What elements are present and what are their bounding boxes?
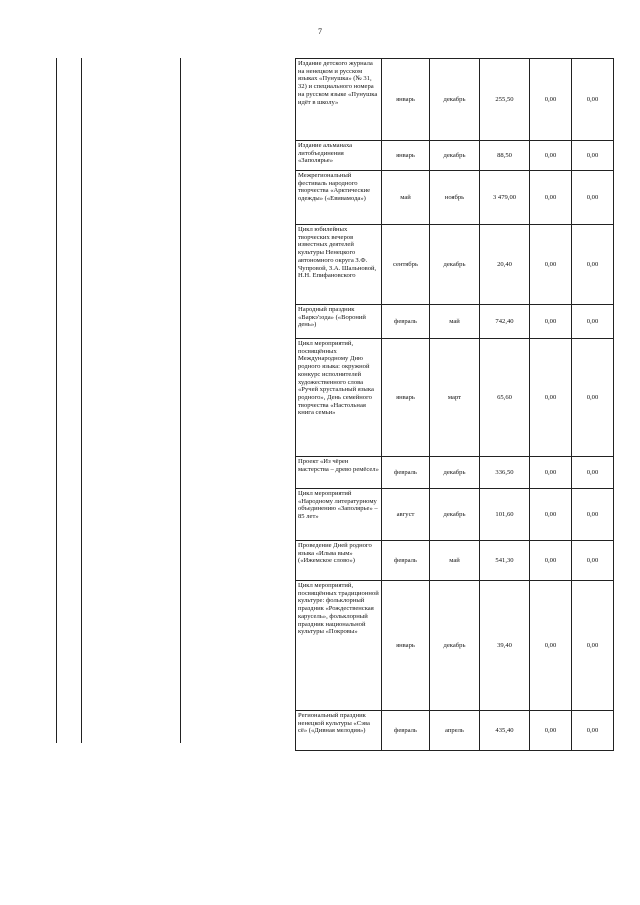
event-name: Региональный праздник ненецкой культуры «Сэва сё» («Дивная мелодия») (296, 711, 382, 751)
funding-amount: 336,50 (480, 457, 530, 489)
funding-value-b: 0,00 (572, 225, 614, 305)
start-month: февраль (382, 457, 430, 489)
start-month: август (382, 489, 430, 541)
event-name: Издание альманаха литобъединения «Заполярье» (296, 141, 382, 171)
funding-value-a: 0,00 (530, 541, 572, 581)
table-row (296, 581, 614, 711)
table-row (296, 225, 614, 305)
funding-value-a: 0,00 (530, 581, 572, 711)
events-table (295, 58, 614, 751)
funding-value-a: 0,00 (530, 59, 572, 141)
column-divider (81, 58, 82, 743)
funding-amount: 88,50 (480, 141, 530, 171)
table-row (296, 59, 614, 141)
end-month: декабрь (430, 489, 480, 541)
funding-value-b: 0,00 (572, 305, 614, 339)
table-row (296, 141, 614, 171)
funding-amount: 39,40 (480, 581, 530, 711)
funding-value-a: 0,00 (530, 225, 572, 305)
funding-value-b: 0,00 (572, 457, 614, 489)
table-row (296, 541, 614, 581)
event-name: Проведение Дней родного языка «Ильва вым» («Ижемское слово») (296, 541, 382, 581)
funding-value-b: 0,00 (572, 339, 614, 457)
funding-value-b: 0,00 (572, 171, 614, 225)
funding-value-a: 0,00 (530, 305, 572, 339)
start-month: январь (382, 339, 430, 457)
funding-amount: 101,60 (480, 489, 530, 541)
column-divider (180, 58, 181, 743)
end-month: декабрь (430, 225, 480, 305)
start-month: февраль (382, 711, 430, 751)
funding-amount: 65,60 (480, 339, 530, 457)
event-name: Цикл мероприятий, посвящённых традиционной культуре: фольклорный праздник «Рождественская карусель», фольклорный праздник национальной культуры «Покровы» (296, 581, 382, 711)
event-name: Народный праздник «Варкэ'эзда» («Вороний день») (296, 305, 382, 339)
event-name: Цикл юбилейных творческих вечеров известных деятелей культуры Ненецкого автономного округа З.Ф. Чупровой, З.А. Шальновой, Н.Н. Епифановского (296, 225, 382, 305)
event-name: Издание детского журнала на ненецком и русском языках «Пунушка» (№ 31, 32) и специального номера на русском языке «Пунушка идёт в школу» (296, 59, 382, 141)
funding-value-b: 0,00 (572, 541, 614, 581)
funding-amount: 3 479,00 (480, 171, 530, 225)
end-month: декабрь (430, 141, 480, 171)
event-name: Цикл мероприятий, посвящённых Международному Дню родного языка: окружной конкурс исполнителей художественного слова «Ручей хрустальный языка родного», День семейного творчества «Настольная книга семьи» (296, 339, 382, 457)
funding-value-a: 0,00 (530, 141, 572, 171)
table-row (296, 489, 614, 541)
table-row (296, 711, 614, 751)
event-name: Цикл мероприятий «Народному литературному объединению «Заполярье» – 85 лет» (296, 489, 382, 541)
end-month: май (430, 305, 480, 339)
end-month: май (430, 541, 480, 581)
funding-value-b: 0,00 (572, 711, 614, 751)
funding-value-b: 0,00 (572, 141, 614, 171)
end-month: декабрь (430, 457, 480, 489)
event-name: Проект «Из чёрен мастерства – древо ремёсел» (296, 457, 382, 489)
start-month: январь (382, 581, 430, 711)
funding-amount: 742,40 (480, 305, 530, 339)
end-month: декабрь (430, 59, 480, 141)
end-month: декабрь (430, 581, 480, 711)
funding-amount: 541,30 (480, 541, 530, 581)
table-row (296, 171, 614, 225)
funding-amount: 255,50 (480, 59, 530, 141)
funding-amount: 20,40 (480, 225, 530, 305)
table-row (296, 339, 614, 457)
table-row (296, 457, 614, 489)
event-name: Межрегиональный фестиваль народного творчества «Арктические одежды» («Евивамода») (296, 171, 382, 225)
funding-value-a: 0,00 (530, 339, 572, 457)
table-row (296, 305, 614, 339)
start-month: сентябрь (382, 225, 430, 305)
start-month: февраль (382, 541, 430, 581)
funding-value-a: 0,00 (530, 489, 572, 541)
funding-value-b: 0,00 (572, 489, 614, 541)
column-divider (56, 58, 57, 743)
start-month: май (382, 171, 430, 225)
funding-value-b: 0,00 (572, 59, 614, 141)
page-number: 7 (318, 27, 322, 36)
funding-value-a: 0,00 (530, 171, 572, 225)
start-month: февраль (382, 305, 430, 339)
start-month: январь (382, 141, 430, 171)
end-month: ноябрь (430, 171, 480, 225)
funding-value-b: 0,00 (572, 581, 614, 711)
funding-value-a: 0,00 (530, 457, 572, 489)
end-month: март (430, 339, 480, 457)
end-month: апрель (430, 711, 480, 751)
funding-amount: 435,40 (480, 711, 530, 751)
funding-value-a: 0,00 (530, 711, 572, 751)
start-month: январь (382, 59, 430, 141)
